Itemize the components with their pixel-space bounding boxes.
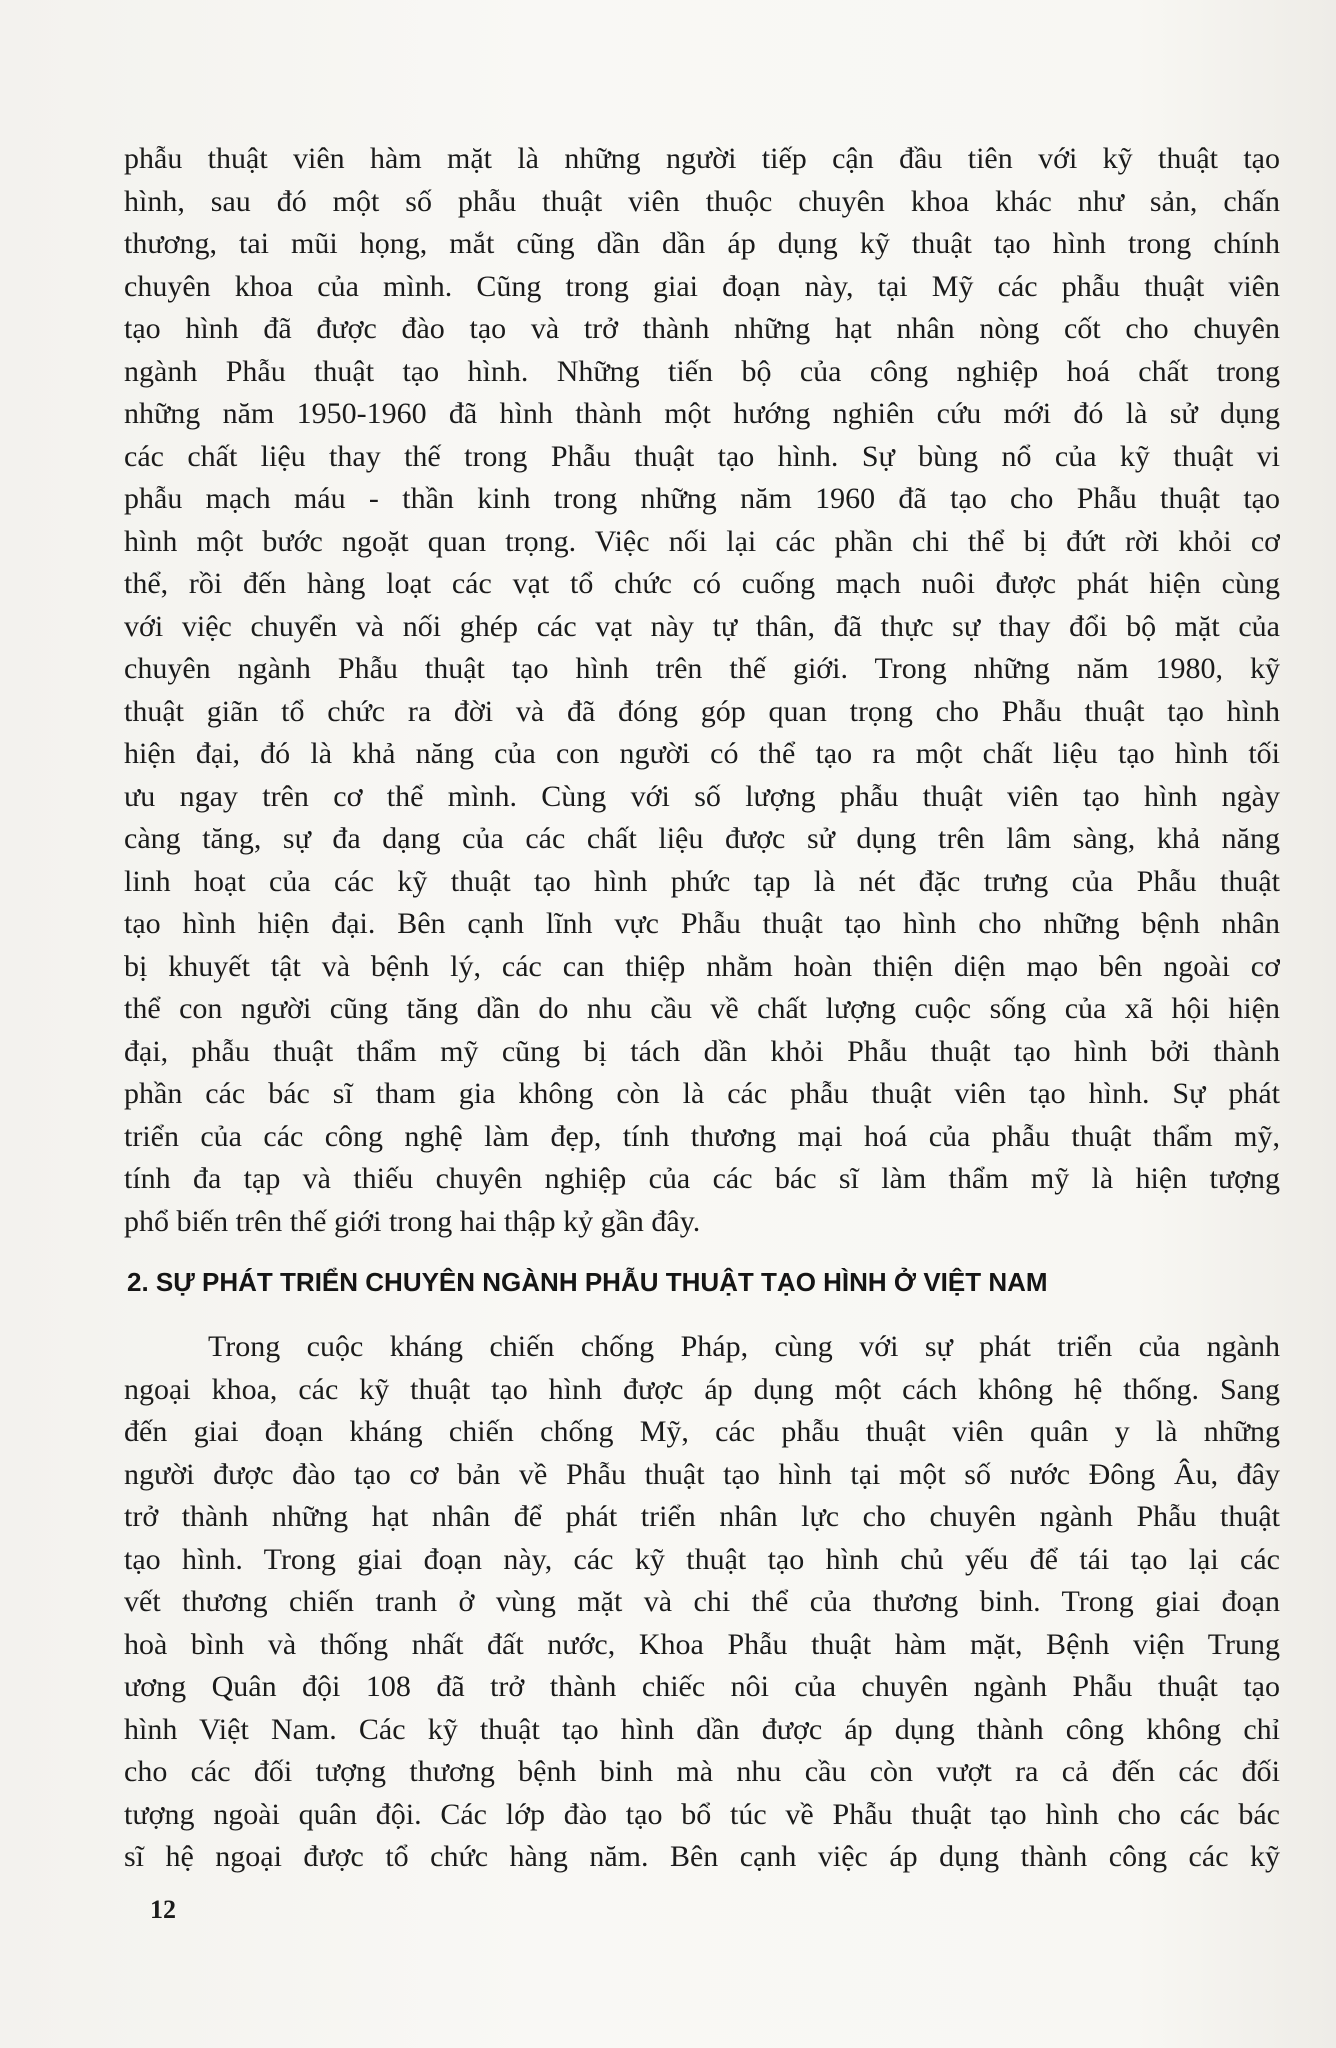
paragraph-line: chuyên ngành Phẫu thuật tạo hình trên thế giới. Trong những năm 1980, kỹ bbox=[124, 652, 1280, 685]
paragraph-line: thuật giãn tổ chức ra đời và đã đóng góp quan trọng cho Phẫu thuật tạo hình bbox=[124, 694, 1280, 728]
paragraph-line: tạo hình hiện đại. Bên cạnh lĩnh vực Phẫu thuật tạo hình cho những bệnh nhân bbox=[124, 907, 1280, 940]
paragraph-line: đến giai đoạn kháng chiến chống Mỹ, các phẫu thuật viên quân y là những bbox=[124, 1415, 1280, 1448]
paragraph-line: càng tăng, sự đa dạng của các chất liệu được sử dụng trên lâm sàng, khả năng bbox=[124, 822, 1280, 855]
paragraph-line: thể, rồi đến hàng loạt các vạt tổ chức có cuống mạch nuôi được phát hiện cùng bbox=[124, 567, 1280, 600]
paragraph-line: ưu ngay trên cơ thể mình. Cùng với số lượng phẫu thuật viên tạo hình ngày bbox=[124, 779, 1280, 813]
section-heading: 2. SỰ PHÁT TRIỂN CHUYÊN NGÀNH PHẪU THUẬT TẠO HÌNH Ở VIỆT NAM bbox=[127, 1267, 1048, 1297]
paragraph-line: sĩ hệ ngoại được tổ chức hàng năm. Bên cạnh việc áp dụng thành công các kỹ bbox=[124, 1840, 1280, 1873]
paragraph-line: hiện đại, đó là khả năng của con người có thể tạo ra một chất liệu tạo hình tối bbox=[124, 737, 1280, 770]
paragraph-line: ương Quân đội 108 đã trở thành chiếc nôi của chuyên ngành Phẫu thuật tạo bbox=[124, 1670, 1280, 1703]
paragraph-line: tạo hình đã được đào tạo và trở thành những hạt nhân nòng cốt cho chuyên bbox=[124, 312, 1280, 345]
paragraph-line: trở thành những hạt nhân để phát triển nhân lực cho chuyên ngành Phẫu thuật bbox=[124, 1500, 1280, 1533]
paragraph-line: bị khuyết tật và bệnh lý, các can thiệp nhằm hoàn thiện diện mạo bên ngoài cơ bbox=[124, 949, 1280, 983]
paragraph-line: tượng ngoài quân đội. Các lớp đào tạo bổ túc về Phẫu thuật tạo hình cho các bác bbox=[124, 1797, 1280, 1831]
paragraph-line: hình một bước ngoặt quan trọng. Việc nối lại các phần chi thể bị đứt rời khỏi cơ bbox=[124, 524, 1280, 558]
paragraph-line: tính đa tạp và thiếu chuyên nghiệp của các bác sĩ làm thẩm mỹ là hiện tượng bbox=[124, 1162, 1280, 1195]
paragraph-line: hình, sau đó một số phẫu thuật viên thuộc chuyên khoa khác như sản, chấn bbox=[124, 184, 1280, 218]
paragraph-line: ngoại khoa, các kỹ thuật tạo hình được áp dụng một cách không hệ thống. Sang bbox=[124, 1372, 1280, 1406]
paragraph-line: phẫu thuật viên hàm mặt là những người tiếp cận đầu tiên với kỹ thuật tạo bbox=[124, 142, 1280, 175]
paragraph-line: linh hoạt của các kỹ thuật tạo hình phức tạp là nét đặc trưng của Phẫu thuật bbox=[124, 864, 1280, 898]
paragraph-line: Trong cuộc kháng chiến chống Pháp, cùng với sự phát triển của ngành bbox=[208, 1330, 1280, 1363]
paragraph-line: vết thương chiến tranh ở vùng mặt và chi thể của thương binh. Trong giai đoạn bbox=[124, 1585, 1280, 1618]
paragraph-line: các chất liệu thay thế trong Phẫu thuật tạo hình. Sự bùng nổ của kỹ thuật vi bbox=[124, 439, 1280, 473]
paragraph-line: triển của các công nghệ làm đẹp, tính thương mại hoá của phẫu thuật thẩm mỹ, bbox=[124, 1119, 1280, 1153]
paragraph-line: hoà bình và thống nhất đất nước, Khoa Phẫu thuật hàm mặt, Bệnh viện Trung bbox=[124, 1627, 1280, 1661]
paragraph-line: thể con người cũng tăng dần do nhu cầu về chất lượng cuộc sống của xã hội hiện bbox=[124, 992, 1280, 1025]
paragraph-line: đại, phẫu thuật thẩm mỹ cũng bị tách dần khỏi Phẫu thuật tạo hình bởi thành bbox=[124, 1034, 1280, 1068]
body-paragraph-2 bbox=[124, 1326, 1280, 1879]
paragraph-line: những năm 1950-1960 đã hình thành một hướng nghiên cứu mới đó là sử dụng bbox=[124, 397, 1280, 430]
paragraph-line: chuyên khoa của mình. Cũng trong giai đoạn này, tại Mỹ các phẫu thuật viên bbox=[124, 269, 1280, 303]
paragraph-line: phần các bác sĩ tham gia không còn là các phẫu thuật viên tạo hình. Sự phát bbox=[124, 1077, 1280, 1110]
paragraph-line: tạo hình. Trong giai đoạn này, các kỹ thuật tạo hình chủ yếu để tái tạo lại các bbox=[124, 1542, 1280, 1576]
paragraph-line: với việc chuyển và nối ghép các vạt này tự thân, đã thực sự thay đổi bộ mặt của bbox=[124, 609, 1280, 643]
paragraph-line: cho các đối tượng thương bệnh binh mà nhu cầu còn vượt ra cả đến các đối bbox=[124, 1755, 1280, 1788]
body-paragraph-1 bbox=[124, 138, 1280, 1243]
paragraph-line: hình Việt Nam. Các kỹ thuật tạo hình dần được áp dụng thành công không chỉ bbox=[124, 1712, 1280, 1746]
paragraph-line: người được đào tạo cơ bản về Phẫu thuật tạo hình tại một số nước Đông Âu, đây bbox=[124, 1457, 1280, 1491]
paragraph-line: phổ biến trên thế giới trong hai thập kỷ gần đây. bbox=[124, 1204, 701, 1238]
paragraph-line: thương, tai mũi họng, mắt cũng dần dần áp dụng kỹ thuật tạo hình trong chính bbox=[124, 227, 1280, 260]
paragraph-line: ngành Phẫu thuật tạo hình. Những tiến bộ của công nghiệp hoá chất trong bbox=[124, 354, 1280, 388]
paragraph-line: phẫu mạch máu - thần kinh trong những năm 1960 đã tạo cho Phẫu thuật tạo bbox=[124, 482, 1280, 515]
page-number: 12 bbox=[150, 1895, 176, 1924]
